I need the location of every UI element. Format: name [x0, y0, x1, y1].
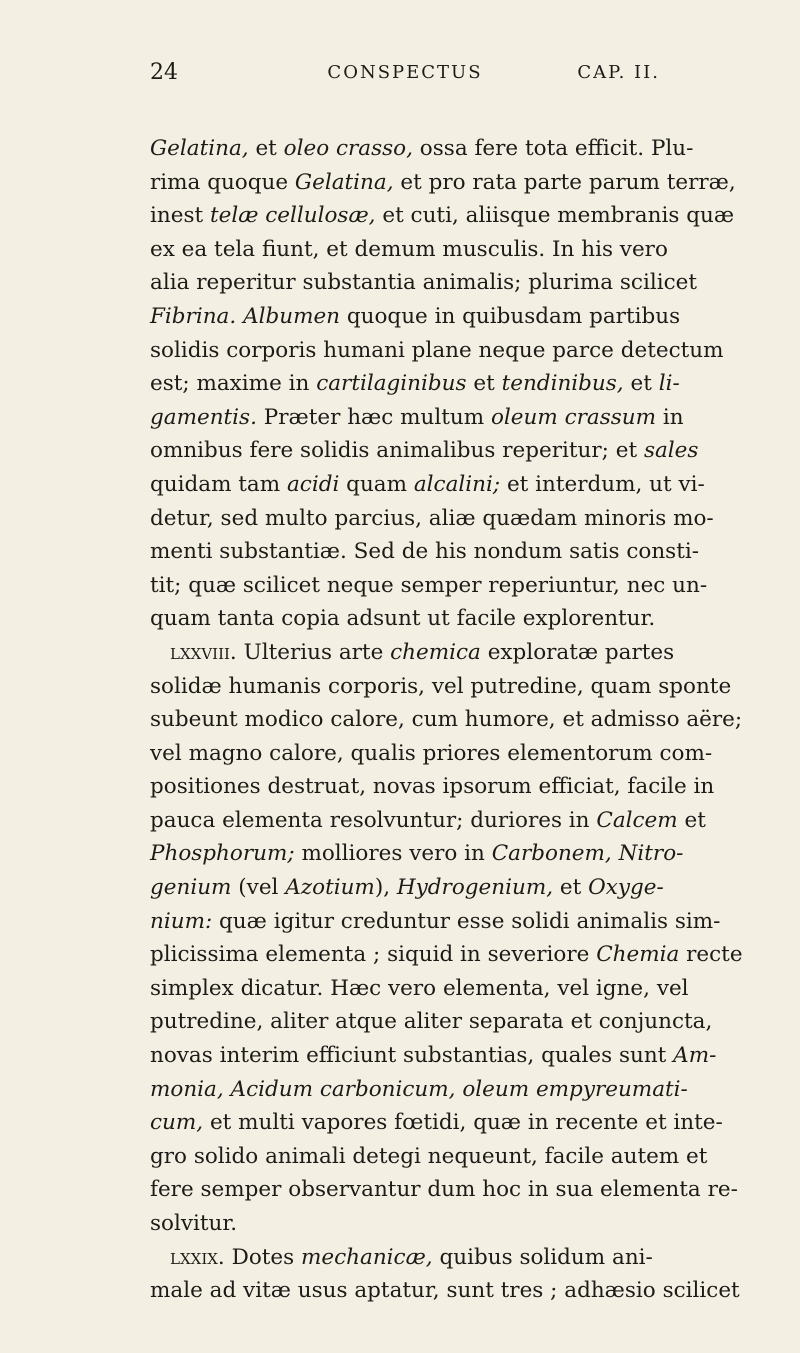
text-line [150, 468, 705, 502]
chapter-label: CAP. II. [577, 62, 660, 83]
text-run: tit; quæ scilicet neque semper reperiuntur, nec un- [150, 572, 708, 598]
text-line [150, 535, 699, 569]
text-run: Gelatina, [294, 169, 394, 195]
text-run: Carbonem, Nitro- [491, 841, 684, 867]
text-line [150, 1173, 738, 1207]
text-run: cum, [150, 1110, 204, 1136]
text-run: et cuti, aliisque membranis quæ [375, 203, 735, 229]
text-run: et multi vapores fœtidi, quæ in recente et inte- [203, 1110, 723, 1136]
text-run: et interdum, ut vi- [500, 471, 705, 497]
text-run: vel magno calore, qualis priores elementorum com- [150, 740, 713, 766]
text-run: et [466, 371, 502, 397]
section-number: lxxviii. [170, 639, 237, 665]
text-line [150, 670, 732, 704]
running-head [150, 60, 660, 90]
text-run: Am- [673, 1043, 717, 1069]
text-line [150, 770, 715, 804]
text-line [150, 401, 684, 435]
text-run: li- [658, 371, 680, 397]
text-line [150, 502, 714, 536]
text-run: ), [374, 875, 397, 901]
text-line [150, 1241, 670, 1275]
text-run: Oxyge- [588, 875, 664, 901]
text-line [150, 233, 670, 267]
text-line [150, 703, 743, 737]
text-run: Hydrogenium, [396, 875, 554, 901]
text-run: alcalini; [413, 471, 501, 497]
text-run: et [677, 807, 706, 833]
text-line [150, 1005, 713, 1039]
text-run: alia reperitur substantia animalis; plurima scilicet [150, 270, 698, 296]
text-run: Dotes [224, 1244, 302, 1270]
text-run: omnibus fere solidis animalibus reperitur; et [150, 438, 644, 464]
text-run: et pro rata parte parum terræ, [393, 169, 736, 195]
text-run: ex ea tela fiunt, et demum musculis. In his vero [150, 236, 668, 262]
text-run: sales [643, 438, 699, 464]
text-line [150, 300, 681, 334]
text-run: Præter hæc multum [256, 404, 491, 430]
text-run: simplex dicatur. Hæc vero elementa, vel igne, vel [150, 975, 689, 1001]
text-run: fere semper observantur dum hoc in sua elementa re- [150, 1177, 738, 1203]
text-run: acidi [286, 471, 340, 497]
text-run: et [248, 136, 284, 161]
text-run: putredine, aliter atque aliter separata et conjuncta, [150, 1009, 713, 1035]
text-run: gro solido animali detegi nequeunt, facile autem et [150, 1143, 708, 1169]
text-run: Azotium [285, 875, 375, 901]
text-line [150, 938, 743, 972]
text-run: solidæ humanis corporis, vel putredine, quam sponte [150, 673, 732, 699]
text-run: oleo crasso, [283, 136, 413, 161]
body-text [150, 132, 743, 1308]
text-line [150, 871, 670, 905]
text-run: chemica [390, 639, 481, 665]
text-run: quam [339, 471, 414, 497]
text-line [150, 1207, 670, 1241]
text-run: quidam tam [150, 471, 287, 497]
text-run: gamentis. [150, 404, 257, 430]
text-run: oleum crassum [490, 404, 657, 430]
text-line [150, 266, 698, 300]
text-run: in [656, 404, 684, 430]
text-line [150, 602, 670, 636]
text-run: Ulterius arte [236, 639, 391, 665]
text-line [150, 1106, 723, 1140]
text-run: Chemia [596, 942, 680, 968]
text-run: novas interim efficiunt substantias, quales sunt [150, 1043, 674, 1069]
text-line [150, 569, 708, 603]
text-run: menti substantiæ. Sed de his nondum satis consti- [150, 539, 699, 565]
text-line [150, 1274, 740, 1308]
text-run: Albumen [243, 303, 341, 329]
text-run: molliores vero in [294, 841, 492, 867]
text-run: Fibrina. [150, 303, 237, 329]
text-line [150, 434, 699, 468]
text-run: male ad vitæ usus aptatur, sunt tres ; adhæsio scilicet [150, 1278, 740, 1304]
text-line [150, 837, 684, 871]
text-line [150, 199, 735, 233]
text-line [150, 804, 706, 838]
text-run: plicissima elementa ; siquid in severiore [150, 942, 597, 968]
page-number: 24 [150, 60, 178, 85]
text-run: recte [679, 942, 743, 968]
text-line [150, 166, 736, 200]
text-line [150, 972, 689, 1006]
text-line [150, 1140, 708, 1174]
text-run: tendinibus, [501, 371, 624, 397]
text-run: positiones destruat, novas ipsorum efficiat, facile in [150, 774, 715, 800]
text-line [150, 1039, 717, 1073]
text-run: monia, Acidum carbonicum, oleum empyreumati- [150, 1076, 688, 1102]
text-run: quoque in quibusdam partibus [340, 303, 681, 329]
running-title: CONSPECTUS [327, 62, 483, 83]
text-run: Calcem [596, 807, 678, 833]
text-run: subeunt modico calore, cum humore, et admisso aëre; [150, 707, 743, 733]
text-line [150, 905, 721, 939]
text-run: solvitur. [150, 1211, 238, 1236]
text-run: inest [150, 203, 210, 229]
text-line [150, 636, 675, 670]
text-run: mechanicæ, [301, 1244, 433, 1270]
text-line [150, 1073, 688, 1107]
text-run: detur, sed multo parcius, aliæ quædam minoris mo- [150, 505, 714, 531]
text-run: ossa fere tota efficit. Plu- [412, 136, 694, 161]
text-run: est; maxime in [150, 371, 317, 397]
text-run: pauca elementa resolvuntur; duriores in [150, 807, 597, 833]
text-run: nium: [150, 908, 213, 934]
text-run: cartilaginibus [316, 371, 467, 397]
text-run: solidis corporis humani plane neque parce detectum [150, 337, 724, 363]
text-run: exploratæ partes [480, 639, 675, 665]
text-run: telæ cellulosæ, [209, 203, 376, 229]
text-run: genium [150, 875, 232, 901]
text-line [150, 334, 724, 368]
text-run: quæ igitur creduntur esse solidi animalis sim- [212, 908, 721, 934]
text-run: et [623, 371, 659, 397]
text-line [150, 737, 713, 771]
text-run: rima quoque [150, 169, 295, 195]
text-run: Gelatina, [150, 136, 249, 161]
text-run: quam tanta copia adsunt ut facile explorentur. [150, 606, 656, 632]
text-run: et [553, 875, 589, 901]
section-number: lxxix. [170, 1244, 225, 1270]
text-line [150, 367, 680, 401]
text-run: (vel [231, 875, 286, 901]
text-line [150, 132, 694, 166]
text-run: Phosphorum; [150, 841, 295, 867]
text-run: quibus solidum ani- [432, 1244, 653, 1270]
